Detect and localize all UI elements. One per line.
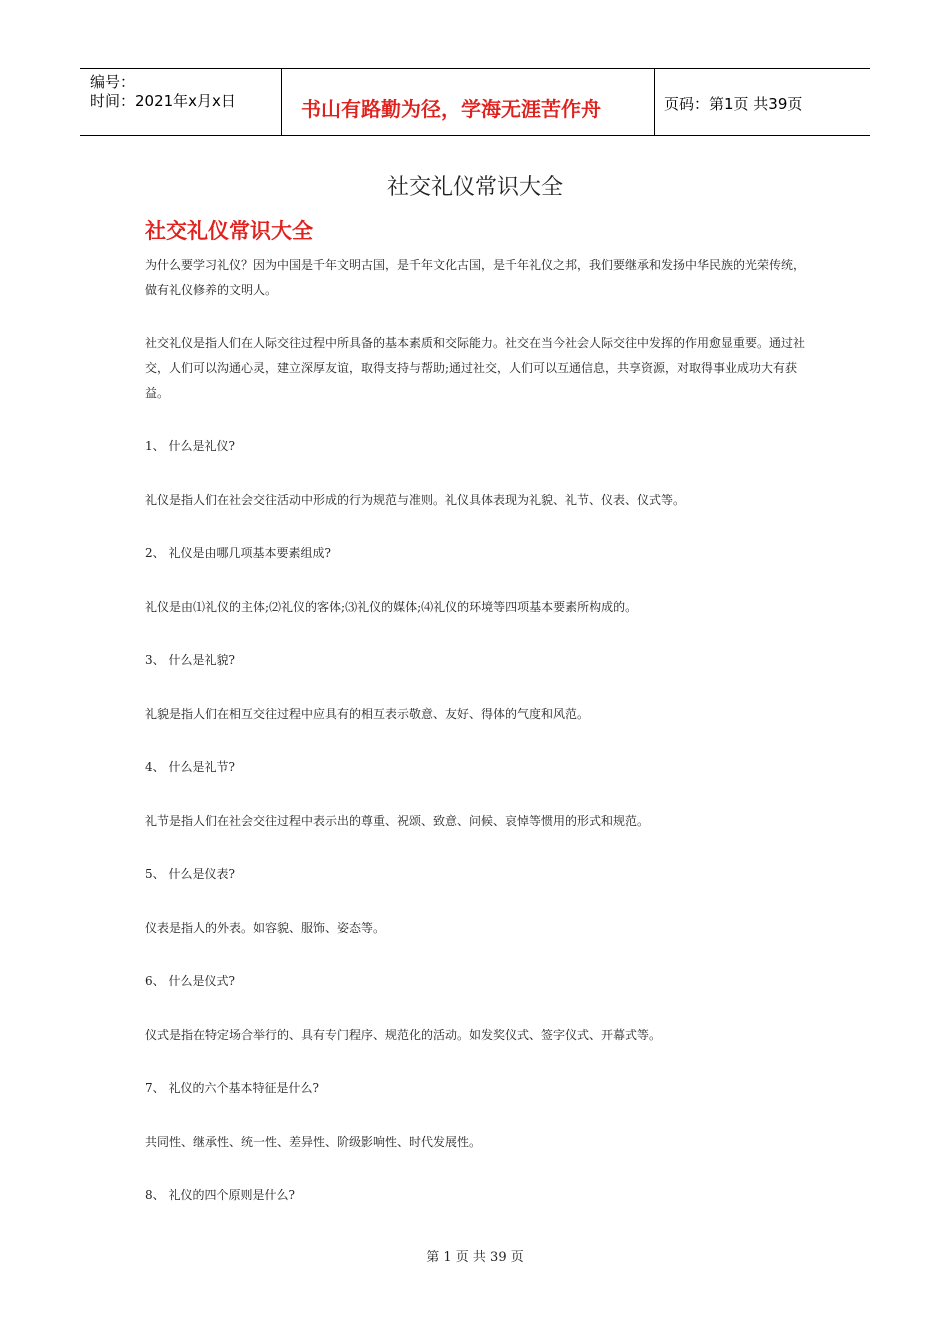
- header-bottom-rule: [80, 135, 870, 136]
- header-top-rule: [80, 68, 870, 69]
- answer-3: 礼貌是指人们在相互交往过程中应具有的相互表示敬意、友好、得体的气度和风范。: [145, 707, 590, 721]
- paragraph-intro: 为什么要学习礼仪？因为中国是千年文明古国，是千年文化古国，是千年礼仪之邦，我们要继承和发扬中华民族的光荣传统，做有礼仪修养的文明人。: [145, 258, 806, 297]
- question-8: 8、 礼仪的四个原则是什么?: [145, 1188, 295, 1202]
- header-page-code: 页码：第1页 共39页: [664, 95, 803, 113]
- document-title: 社交礼仪常识大全: [386, 175, 563, 200]
- header-motto: 书山有路勤为径，学海无涯苦作舟: [301, 97, 601, 121]
- answer-7: 共同性、继承性、统一性、差异性、阶级影响性、时代发展性。: [145, 1135, 482, 1149]
- header-number-label: 编号：: [90, 73, 136, 91]
- question-3: 3、 什么是礼貌?: [145, 653, 235, 667]
- question-7: 7、 礼仪的六个基本特征是什么?: [145, 1081, 319, 1095]
- question-4: 4、 什么是礼节?: [145, 760, 235, 774]
- header-time-label: 时间：2021年x月x日: [90, 92, 236, 110]
- document-body: [145, 253, 810, 1208]
- answer-6: 仪式是指在特定场合举行的、具有专门程序、规范化的活动。如发奖仪式、签字仪式、开幕式等。: [145, 1028, 662, 1042]
- question-6: 6、 什么是仪式?: [145, 974, 235, 988]
- header-divider-left: [281, 68, 282, 135]
- paragraph-intro2: 社交礼仪是指人们在人际交往过程中所具备的基本素质和交际能力。社交在当今社会人际交往中发挥的作用愈显重要。通过社交，人们可以沟通心灵，建立深厚友谊，取得支持与帮助;通过社交，人们可以互通信息，共享资源，对取得事业成功大有获益。: [145, 336, 806, 400]
- question-2: 2、 礼仪是由哪几项基本要素组成?: [145, 546, 331, 560]
- answer-4: 礼节是指人们在社会交往过程中表示出的尊重、祝颂、致意、问候、哀悼等惯用的形式和规范。: [145, 814, 650, 828]
- question-5: 5、 什么是仪表?: [145, 867, 235, 881]
- answer-2: 礼仪是由⑴礼仪的主体;⑵礼仪的客体;⑶礼仪的媒体;⑷礼仪的环境等四项基本要素所构成的。: [145, 600, 638, 614]
- question-1: 1、 什么是礼仪?: [145, 439, 235, 453]
- section-heading: 社交礼仪常识大全: [145, 219, 313, 243]
- answer-5: 仪表是指人的外表。如容貌、服饰、姿态等。: [145, 921, 386, 935]
- page-footer: 第 1 页 共 39 页: [426, 1250, 524, 1265]
- answer-1: 礼仪是指人们在社会交往活动中形成的行为规范与准则。礼仪具体表现为礼貌、礼节、仪表、仪式等。: [145, 493, 686, 507]
- header-divider-right: [654, 68, 655, 135]
